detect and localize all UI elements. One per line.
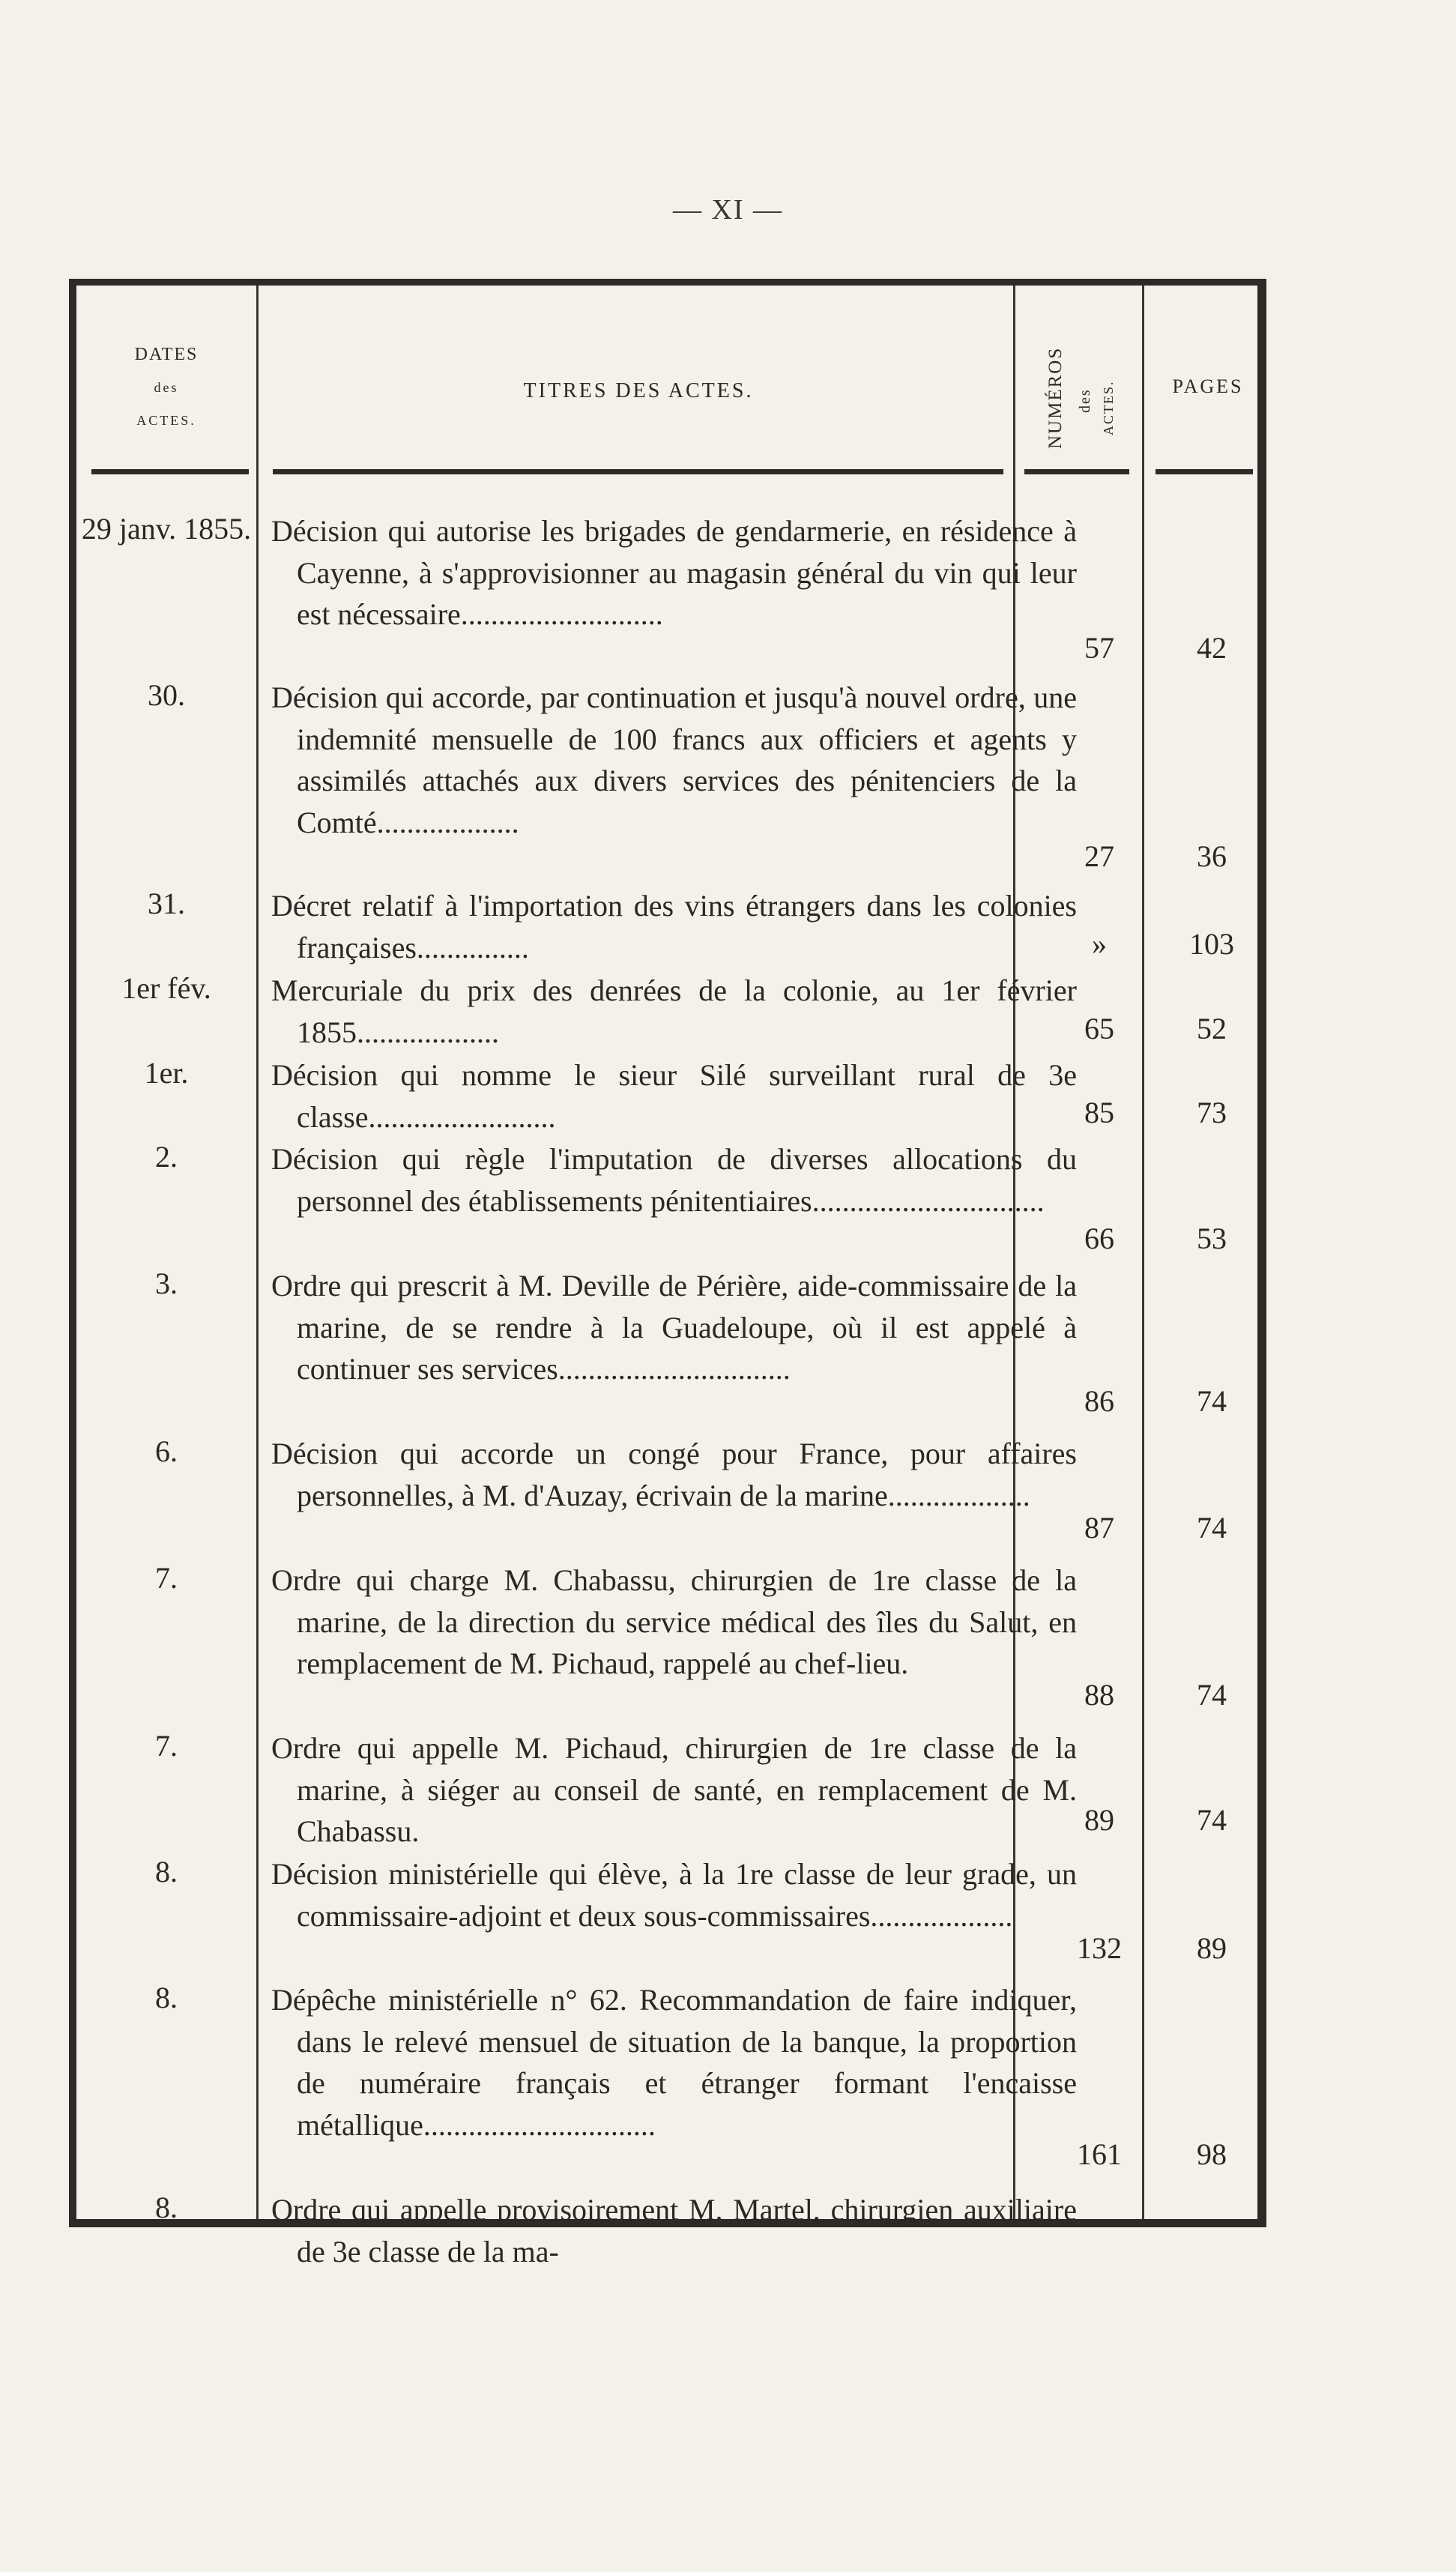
entry-page: 73 <box>1197 1096 1227 1129</box>
header-dates-line3: ACTES. <box>136 413 196 428</box>
entry-titre-text: Décision qui autorise les brigades de gendarmerie, en résidence à Cayenne, à s'approvisionner au magasin général du vin qui leur est nécessaire........................... <box>271 514 1077 631</box>
entry-titre-text: Mercuriale du prix des denrées de la colonie, au 1er février 1855................... <box>271 973 1077 1049</box>
entry-page: 74 <box>1197 1384 1227 1418</box>
entry-titre-text: Décision ministérielle qui élève, à la 1re classe de leur grade, un commissaire-adjoint et deux sous-commissaires................... <box>271 1857 1077 1933</box>
entry-page: 74 <box>1197 1803 1227 1837</box>
entry-titre-text: Dépêche ministérielle n° 62. Recommandation de faire indiquer, dans le relevé mensuel de situation de la banque, la proportion de numéraire français et étranger formant l'encaisse métallique............................... <box>271 1983 1077 2142</box>
entry-titre <box>271 510 1077 636</box>
entry-date: 2. <box>155 1140 178 1174</box>
header-rule <box>1024 469 1129 474</box>
entry-page: 103 <box>1189 927 1234 961</box>
entry-titre <box>271 1560 1077 1685</box>
entry-page: 98 <box>1197 2137 1227 2171</box>
entry-numero: 86 <box>1084 1384 1114 1418</box>
column-divider <box>256 286 259 2219</box>
entry-numero: 132 <box>1077 1931 1122 1965</box>
entry-titre <box>271 1727 1077 1853</box>
entry-titre-text: Ordre qui appelle M. Pichaud, chirurgien de 1re classe de la marine, à siéger au conseil de santé, en remplacement de M. Chabassu. <box>271 1731 1077 1848</box>
entry-titre <box>271 1433 1077 1516</box>
entry-numero: » <box>1092 927 1107 961</box>
header-numeros <box>1039 316 1152 454</box>
entry-numero: 85 <box>1084 1096 1114 1129</box>
header-pages: PAGES <box>1172 375 1244 397</box>
entry-date: 8. <box>155 1981 178 2014</box>
entry-page: 74 <box>1197 1678 1227 1712</box>
entry-date: 29 janv. 1855. <box>81 512 252 546</box>
entry-date: 1er. <box>144 1056 189 1090</box>
entry-date: 8. <box>155 1855 178 1889</box>
entry-page: 42 <box>1197 631 1227 665</box>
entry-date: 30. <box>148 678 185 712</box>
header-dates-line2: des <box>154 380 179 395</box>
entry-titre-text: Décision qui accorde un congé pour France, pour affaires personnelles, à M. d'Auzay, écrivain de la marine................... <box>271 1437 1077 1512</box>
entry-titre <box>271 885 1077 968</box>
entry-numero: 89 <box>1084 1803 1114 1837</box>
header-rule <box>1156 469 1253 474</box>
entry-titre-text: Décision qui nomme le sieur Silé surveillant rural de 3e classe......................... <box>271 1058 1077 1134</box>
entry-titre <box>271 1853 1077 1936</box>
entry-date: 8. <box>155 2191 178 2224</box>
entry-titre-text: Ordre qui appelle provisoirement M. Martel, chirurgien auxiliaire de 3e classe de la ma- <box>271 2193 1077 2268</box>
entry-date: 7. <box>155 1561 178 1595</box>
table-header <box>76 286 1257 462</box>
entry-date: 7. <box>155 1729 178 1763</box>
entry-titre-text: Décision qui accorde, par continuation et jusqu'à nouvel ordre, une indemnité mensuelle de 100 francs aux officiers et agents y assimilés attachés aux divers services des pénitenciers de la Comté................... <box>271 680 1077 839</box>
entry-titre <box>271 1265 1077 1390</box>
entry-numero: 88 <box>1084 1678 1114 1712</box>
entry-titre <box>271 2189 1077 2272</box>
table-frame <box>69 279 1266 2268</box>
header-numeros-line1: NUMÉROS <box>1045 346 1066 449</box>
entry-page: 36 <box>1197 839 1227 873</box>
entry-titre <box>271 970 1077 1053</box>
header-titres: TITRES DES ACTES. <box>523 379 754 402</box>
entry-page: 89 <box>1197 1931 1227 1965</box>
entry-titre-text: Décision qui règle l'imputation de diverses allocations du personnel des établissements pénitentiaires............................... <box>271 1142 1077 1218</box>
entry-numero: 161 <box>1077 2137 1122 2171</box>
entry-page: 52 <box>1197 1012 1227 1045</box>
entry-titre-text: Décret relatif à l'importation des vins étrangers dans les colonies françaises............... <box>271 889 1077 964</box>
entry-date: 6. <box>155 1434 178 1468</box>
entry-titre-text: Ordre qui prescrit à M. Deville de Périère, aide-commissaire de la marine, de se rendre à la Guadeloupe, où il est appelé à continuer ses services............................... <box>271 1269 1077 1386</box>
entry-titre <box>271 1979 1077 2146</box>
entry-numero: 65 <box>1084 1012 1114 1045</box>
header-numeros-line3: ACTES. <box>1101 380 1116 435</box>
header-dates <box>76 338 256 437</box>
entry-titre <box>271 1054 1077 1138</box>
entry-date: 1er fév. <box>121 971 211 1005</box>
entry-titre-text: Ordre qui charge M. Chabassu, chirurgien de 1re classe de la marine, de la direction du service médical des îles du Salut, en remplacement de M. Pichaud, rappelé au chef-lieu. <box>271 1563 1077 1680</box>
entry-numero: 66 <box>1084 1222 1114 1255</box>
page-folio: — XI — <box>672 194 784 226</box>
header-dates-line1: DATES <box>134 345 199 364</box>
entry-page: 53 <box>1197 1222 1227 1255</box>
entry-numero: 27 <box>1084 839 1114 873</box>
entry-numero: 87 <box>1084 1511 1114 1545</box>
header-numeros-line2: des <box>1077 388 1093 413</box>
entry-titre <box>271 677 1077 843</box>
entry-date: 31. <box>148 887 185 920</box>
entry-date: 3. <box>155 1267 178 1300</box>
header-rule <box>273 469 1003 474</box>
entry-page: 74 <box>1197 1511 1227 1545</box>
header-rule <box>91 469 249 474</box>
entry-numero: 57 <box>1084 631 1114 665</box>
entry-titre <box>271 1138 1077 1222</box>
